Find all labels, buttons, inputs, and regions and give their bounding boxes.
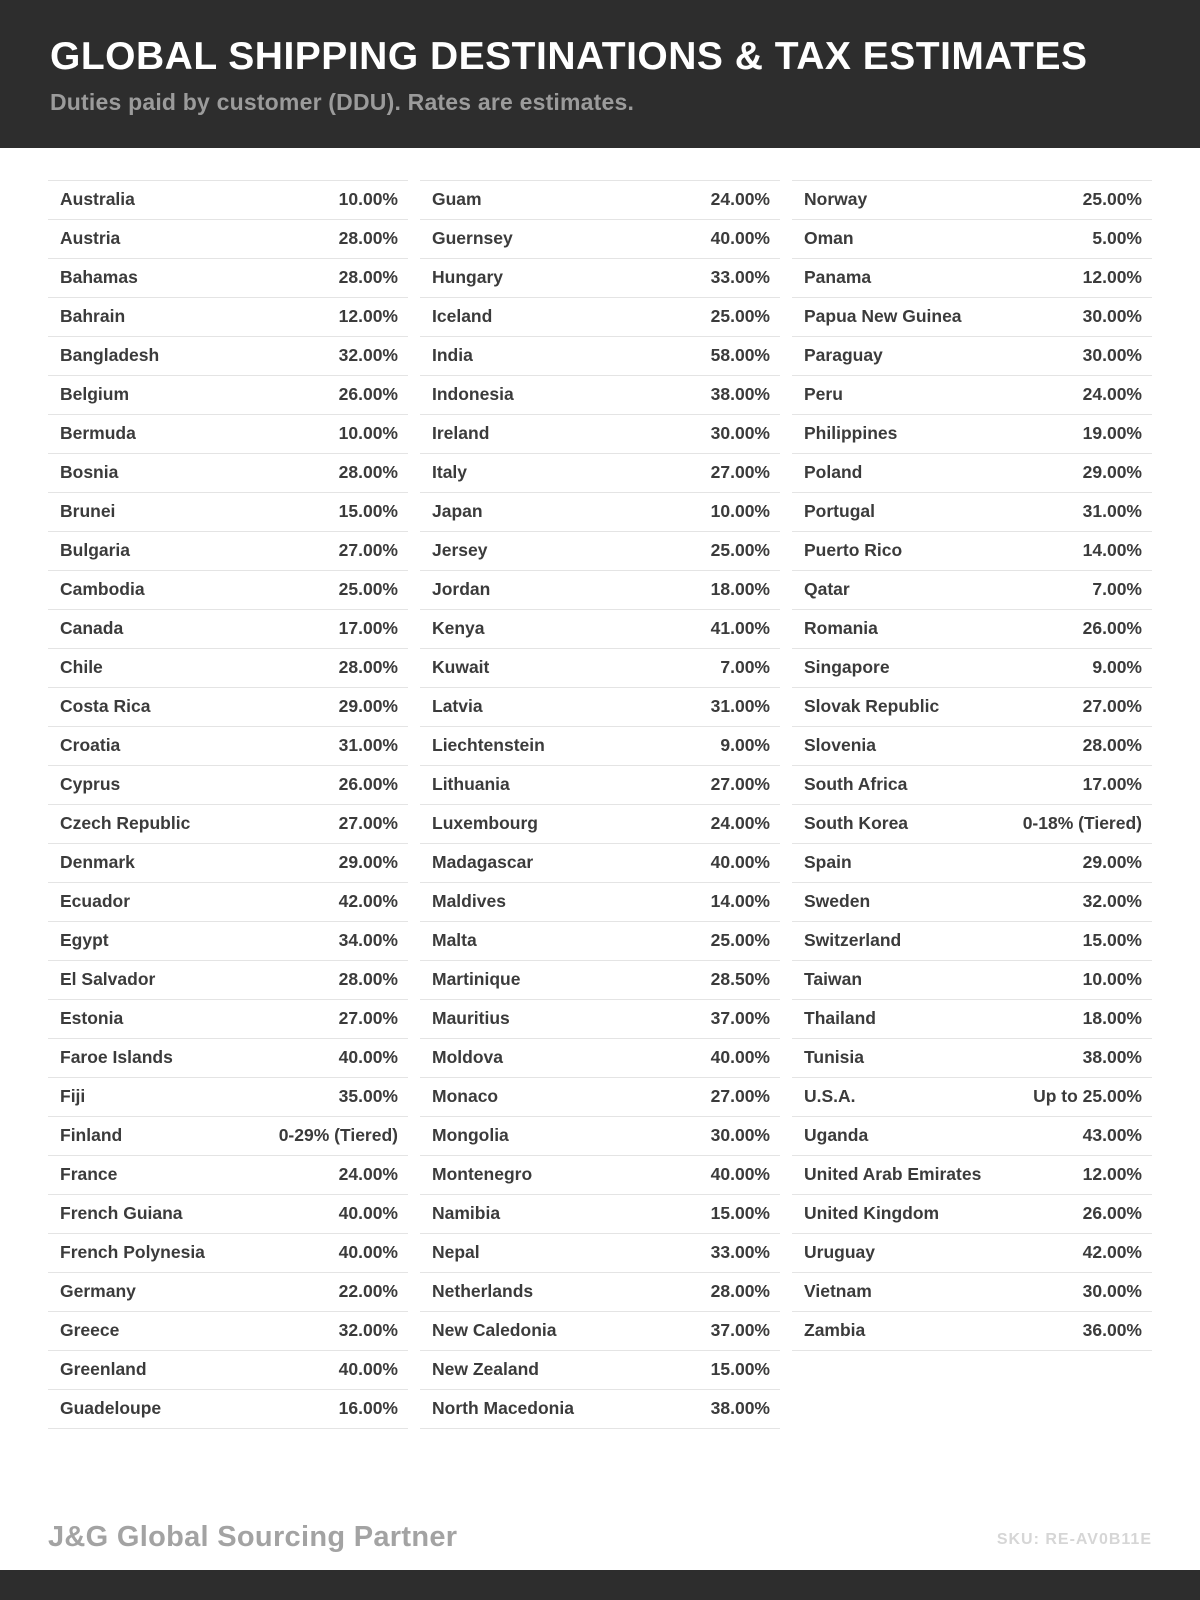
country-name: Cyprus (60, 774, 121, 795)
table-row (48, 1000, 408, 1039)
country-name: Norway (804, 189, 868, 210)
tax-rate: 25.00% (710, 306, 770, 327)
tax-rate: 15.00% (338, 501, 398, 522)
country-name: Guam (432, 189, 482, 210)
tax-rate: 28.00% (338, 267, 398, 288)
country-name: Lithuania (432, 774, 510, 795)
rate-column-1 (420, 180, 780, 1429)
table-row (48, 1156, 408, 1195)
table-row (420, 181, 780, 220)
sku-label: SKU: RE-AV0B11E (996, 1531, 1152, 1548)
tax-rate: 5.00% (1092, 228, 1142, 249)
table-row (48, 1078, 408, 1117)
country-name: Thailand (804, 1008, 876, 1029)
brand-name: J&G Global Sourcing Partner (48, 1521, 458, 1553)
country-name: Liechtenstein (432, 735, 545, 756)
country-name: Latvia (432, 696, 483, 717)
tax-rate: 16.00% (338, 1398, 398, 1419)
tax-rate: 26.00% (338, 384, 398, 405)
tax-rate: 25.00% (338, 579, 398, 600)
tax-rate: 27.00% (710, 462, 770, 483)
tax-rate: 9.00% (720, 735, 770, 756)
table-row (48, 376, 408, 415)
country-name: United Arab Emirates (804, 1164, 982, 1185)
table-row (792, 766, 1152, 805)
country-name: Faroe Islands (60, 1047, 173, 1068)
table-row (420, 727, 780, 766)
tax-rate: 17.00% (338, 618, 398, 639)
table-row (420, 376, 780, 415)
tax-rate: 37.00% (710, 1008, 770, 1029)
table-row (420, 337, 780, 376)
table-row (48, 688, 408, 727)
table-row (792, 961, 1152, 1000)
tax-rate: 28.00% (338, 228, 398, 249)
tax-rate: 30.00% (710, 1125, 770, 1146)
table-row (792, 727, 1152, 766)
table-row (420, 1273, 780, 1312)
tax-rate: 7.00% (1092, 579, 1142, 600)
country-name: Switzerland (804, 930, 902, 951)
country-name: Philippines (804, 423, 898, 444)
tax-rate: 43.00% (1082, 1125, 1142, 1146)
country-name: French Guiana (60, 1203, 183, 1224)
country-name: Papua New Guinea (804, 306, 962, 327)
country-name: Australia (60, 189, 135, 210)
tax-rate: 10.00% (1082, 969, 1142, 990)
country-name: Slovak Republic (804, 696, 940, 717)
tax-rate: 40.00% (338, 1203, 398, 1224)
table-row (48, 844, 408, 883)
table-row (420, 922, 780, 961)
country-name: French Polynesia (60, 1242, 205, 1263)
table-row (48, 415, 408, 454)
country-name: Zambia (804, 1320, 866, 1341)
bottom-bar (0, 1570, 1200, 1600)
table-row (792, 610, 1152, 649)
country-name: Portugal (804, 501, 875, 522)
country-name: Germany (60, 1281, 136, 1302)
table-row (48, 727, 408, 766)
country-name: Mongolia (432, 1125, 509, 1146)
tax-rate: 0-18% (Tiered) (1022, 813, 1142, 834)
country-name: India (432, 345, 473, 366)
table-row (48, 922, 408, 961)
table-row (420, 1195, 780, 1234)
tax-rate: 12.00% (338, 306, 398, 327)
table-row (792, 649, 1152, 688)
country-name: Tunisia (804, 1047, 864, 1068)
page-subtitle: Duties paid by customer (DDU). Rates are estimates. (50, 88, 635, 115)
country-name: Nepal (432, 1242, 480, 1263)
table-row (48, 259, 408, 298)
country-name: Poland (804, 462, 863, 483)
table-row (420, 1117, 780, 1156)
table-row (420, 649, 780, 688)
table-row (792, 259, 1152, 298)
tax-rate: 28.00% (338, 969, 398, 990)
tax-rate: 33.00% (710, 267, 770, 288)
country-name: Montenegro (432, 1164, 533, 1185)
country-name: Costa Rica (60, 696, 151, 717)
country-name: Finland (60, 1125, 123, 1146)
tax-rate: 9.00% (1092, 657, 1142, 678)
tax-rate: 42.00% (1082, 1242, 1142, 1263)
tax-rate: 26.00% (1082, 1203, 1142, 1224)
table-row (420, 766, 780, 805)
tax-rate: 10.00% (338, 189, 398, 210)
country-name: Monaco (432, 1086, 499, 1107)
table-row (420, 1390, 780, 1429)
tax-rate: 33.00% (710, 1242, 770, 1263)
table-row (420, 415, 780, 454)
table-row (420, 532, 780, 571)
country-name: Malta (432, 930, 477, 951)
rate-column-2 (792, 180, 1152, 1351)
table-row (48, 571, 408, 610)
table-row (420, 883, 780, 922)
table-row (420, 1078, 780, 1117)
country-name: Guernsey (432, 228, 513, 249)
tax-rate: 36.00% (1082, 1320, 1142, 1341)
tax-rate: 10.00% (710, 501, 770, 522)
tax-rate: 25.00% (1082, 189, 1142, 210)
table-row (420, 1351, 780, 1390)
country-name: Hungary (432, 267, 503, 288)
table-row (792, 1078, 1152, 1117)
tax-rate: 40.00% (710, 1164, 770, 1185)
country-name: Canada (60, 618, 124, 639)
tax-rate: 40.00% (710, 852, 770, 873)
tax-rate: 58.00% (710, 345, 770, 366)
tax-rate: 30.00% (1082, 345, 1142, 366)
tax-rate: 29.00% (338, 696, 398, 717)
tax-rate: 27.00% (338, 1008, 398, 1029)
table-row (792, 922, 1152, 961)
tax-rate: 37.00% (710, 1320, 770, 1341)
table-row (48, 1039, 408, 1078)
table-row (48, 649, 408, 688)
country-name: Croatia (60, 735, 121, 756)
country-name: Netherlands (432, 1281, 534, 1302)
table-row (792, 844, 1152, 883)
tax-rate: 18.00% (1082, 1008, 1142, 1029)
tax-rate: 32.00% (338, 345, 398, 366)
tax-rate: 15.00% (1082, 930, 1142, 951)
table-row (792, 1312, 1152, 1351)
tax-rate: 27.00% (338, 540, 398, 561)
table-row (792, 1000, 1152, 1039)
tax-rate: 29.00% (1082, 852, 1142, 873)
table-row (792, 415, 1152, 454)
spacer (0, 1429, 1200, 1521)
table-row (420, 1039, 780, 1078)
table-row (48, 1117, 408, 1156)
country-name: Luxembourg (432, 813, 538, 834)
country-name: U.S.A. (804, 1086, 856, 1107)
country-name: Bahrain (60, 306, 126, 327)
country-name: Namibia (432, 1203, 501, 1224)
country-name: Mauritius (432, 1008, 510, 1029)
tax-rate: 14.00% (710, 891, 770, 912)
country-name: Egypt (60, 930, 109, 951)
country-name: Maldives (432, 891, 506, 912)
table-row (48, 610, 408, 649)
tax-rate: 12.00% (1082, 1164, 1142, 1185)
table-row (48, 1195, 408, 1234)
tax-rate: 40.00% (338, 1242, 398, 1263)
tax-rate: 27.00% (710, 1086, 770, 1107)
table-row (420, 298, 780, 337)
table-row (420, 1000, 780, 1039)
country-name: Czech Republic (60, 813, 191, 834)
tax-rate: 38.00% (1082, 1047, 1142, 1068)
table-row (48, 532, 408, 571)
country-name: Italy (432, 462, 468, 483)
country-name: South Africa (804, 774, 908, 795)
table-row (48, 493, 408, 532)
header (0, 0, 1200, 148)
tax-rate: 28.00% (1082, 735, 1142, 756)
table-row (792, 298, 1152, 337)
country-name: Bosnia (60, 462, 119, 483)
tax-rate: 38.00% (710, 1398, 770, 1419)
country-name: Spain (804, 852, 852, 873)
tax-rate: 40.00% (338, 1359, 398, 1380)
table-row (48, 766, 408, 805)
tax-rate: 31.00% (710, 696, 770, 717)
tax-rate: 0-29% (Tiered) (278, 1125, 398, 1146)
country-name: New Zealand (432, 1359, 539, 1380)
country-name: Iceland (432, 306, 493, 327)
country-name: Uruguay (804, 1242, 875, 1263)
tax-rate: 25.00% (710, 930, 770, 951)
country-name: Greenland (60, 1359, 147, 1380)
country-name: Qatar (804, 579, 850, 600)
table-row (48, 805, 408, 844)
tax-rate: 18.00% (710, 579, 770, 600)
table-row (792, 376, 1152, 415)
country-name: Denmark (60, 852, 135, 873)
tax-rate: 31.00% (338, 735, 398, 756)
country-name: Martinique (432, 969, 521, 990)
table-row (792, 337, 1152, 376)
table-row (792, 571, 1152, 610)
table-row (48, 1351, 408, 1390)
tax-rate: 30.00% (1082, 306, 1142, 327)
country-name: Uganda (804, 1125, 869, 1146)
table-row (792, 220, 1152, 259)
table-row (792, 493, 1152, 532)
country-name: United Kingdom (804, 1203, 940, 1224)
country-name: Guadeloupe (60, 1398, 162, 1419)
country-name: Romania (804, 618, 878, 639)
tax-rate: 24.00% (1082, 384, 1142, 405)
tax-rate: 26.00% (338, 774, 398, 795)
tax-rate: 19.00% (1082, 423, 1142, 444)
tax-rate: 30.00% (710, 423, 770, 444)
country-name: Cambodia (60, 579, 145, 600)
table-row (420, 688, 780, 727)
tax-rate: 22.00% (338, 1281, 398, 1302)
table-row (48, 337, 408, 376)
tax-rate: 17.00% (1082, 774, 1142, 795)
tax-rate: 14.00% (1082, 540, 1142, 561)
tax-rate: 29.00% (338, 852, 398, 873)
country-name: Jersey (432, 540, 488, 561)
table-row (48, 1273, 408, 1312)
country-name: Madagascar (432, 852, 534, 873)
table-row (792, 181, 1152, 220)
table-row (792, 1234, 1152, 1273)
tax-rate: 35.00% (338, 1086, 398, 1107)
tax-rate: 40.00% (710, 228, 770, 249)
table-row (48, 1390, 408, 1429)
table-row (420, 571, 780, 610)
country-name: Bulgaria (60, 540, 131, 561)
country-name: South Korea (804, 813, 909, 834)
country-name: Ecuador (60, 891, 131, 912)
tax-rate: 12.00% (1082, 267, 1142, 288)
tax-rate: 29.00% (1082, 462, 1142, 483)
country-name: Brunei (60, 501, 116, 522)
table-row (792, 883, 1152, 922)
table-row (792, 805, 1152, 844)
country-name: Panama (804, 267, 872, 288)
table-row (48, 1234, 408, 1273)
country-name: Moldova (432, 1047, 503, 1068)
tax-rate: 28.50% (710, 969, 770, 990)
tax-rate: 32.00% (338, 1320, 398, 1341)
table-row (420, 454, 780, 493)
country-name: Estonia (60, 1008, 124, 1029)
tax-rate: 10.00% (338, 423, 398, 444)
tax-rate: 30.00% (1082, 1281, 1142, 1302)
table-row (792, 688, 1152, 727)
table-row (48, 883, 408, 922)
country-name: Chile (60, 657, 103, 678)
country-name: Bermuda (60, 423, 136, 444)
table-row (420, 1156, 780, 1195)
country-name: France (60, 1164, 118, 1185)
tax-rate: 26.00% (1082, 618, 1142, 639)
table-row (48, 1312, 408, 1351)
country-name: Austria (60, 228, 121, 249)
footer (0, 1521, 1200, 1570)
table-row (420, 493, 780, 532)
country-name: Fiji (60, 1086, 86, 1107)
country-name: Taiwan (804, 969, 863, 990)
country-name: Japan (432, 501, 483, 522)
table-row (792, 1195, 1152, 1234)
tax-rate: 34.00% (338, 930, 398, 951)
country-name: Kenya (432, 618, 485, 639)
tax-rate: 27.00% (1082, 696, 1142, 717)
table-row (420, 961, 780, 1000)
table-row (420, 610, 780, 649)
country-name: Jordan (432, 579, 491, 600)
country-name: Sweden (804, 891, 871, 912)
table-row (420, 805, 780, 844)
tax-rate: 28.00% (338, 657, 398, 678)
country-name: Paraguay (804, 345, 883, 366)
tax-rate: 40.00% (338, 1047, 398, 1068)
country-name: Vietnam (804, 1281, 872, 1302)
table-row (48, 961, 408, 1000)
country-name: Puerto Rico (804, 540, 903, 561)
tax-rate: Up to 25.00% (1033, 1086, 1142, 1107)
table-row (792, 1156, 1152, 1195)
rate-column-0 (48, 180, 408, 1429)
tax-rate: 27.00% (338, 813, 398, 834)
country-name: Bahamas (60, 267, 138, 288)
country-name: Indonesia (432, 384, 514, 405)
tax-rate: 41.00% (710, 618, 770, 639)
table-row (792, 532, 1152, 571)
country-name: Kuwait (432, 657, 490, 678)
country-name: Slovenia (804, 735, 876, 756)
rates-table (0, 180, 1200, 1429)
table-row (420, 1234, 780, 1273)
tax-rate: 25.00% (710, 540, 770, 561)
tax-rate: 31.00% (1082, 501, 1142, 522)
country-name: Belgium (60, 384, 130, 405)
country-name: El Salvador (60, 969, 156, 990)
tax-rate: 7.00% (720, 657, 770, 678)
tax-rate: 24.00% (710, 813, 770, 834)
table-row (420, 220, 780, 259)
table-row (792, 454, 1152, 493)
tax-rate: 28.00% (338, 462, 398, 483)
table-row (420, 1312, 780, 1351)
table-row (420, 259, 780, 298)
country-name: Oman (804, 228, 854, 249)
tax-rate: 24.00% (338, 1164, 398, 1185)
tax-rate: 15.00% (710, 1359, 770, 1380)
country-name: North Macedonia (432, 1398, 574, 1419)
country-name: Bangladesh (60, 345, 160, 366)
tax-rate: 28.00% (710, 1281, 770, 1302)
table-row (48, 298, 408, 337)
table-row (792, 1117, 1152, 1156)
tax-rate: 38.00% (710, 384, 770, 405)
country-name: Singapore (804, 657, 890, 678)
table-row (792, 1273, 1152, 1312)
tax-rate: 27.00% (710, 774, 770, 795)
table-row (48, 181, 408, 220)
tax-rate: 24.00% (710, 189, 770, 210)
tax-rate: 32.00% (1082, 891, 1142, 912)
tax-rate: 42.00% (338, 891, 398, 912)
country-name: Greece (60, 1320, 120, 1341)
tax-rate: 40.00% (710, 1047, 770, 1068)
country-name: Ireland (432, 423, 490, 444)
table-row (48, 454, 408, 493)
table-row (48, 220, 408, 259)
tax-rate: 15.00% (710, 1203, 770, 1224)
country-name: Peru (804, 384, 843, 405)
country-name: New Caledonia (432, 1320, 557, 1341)
table-row (420, 844, 780, 883)
table-row (792, 1039, 1152, 1078)
page-title: GLOBAL SHIPPING DESTINATIONS & TAX ESTIMATES (50, 35, 1088, 78)
